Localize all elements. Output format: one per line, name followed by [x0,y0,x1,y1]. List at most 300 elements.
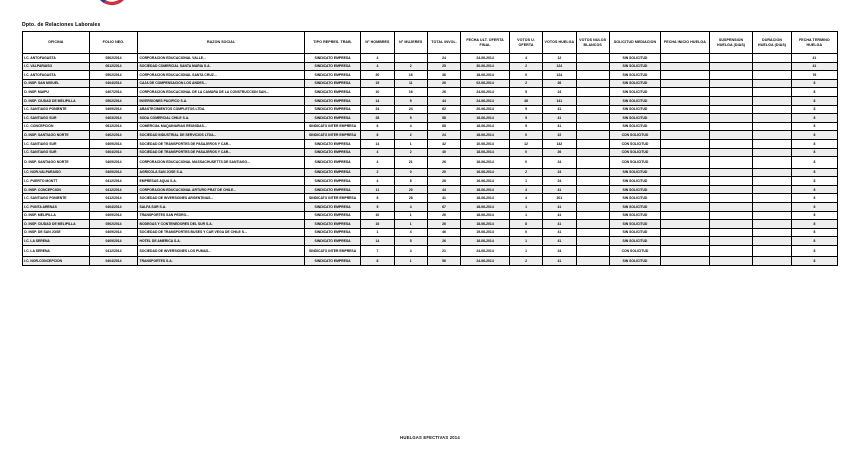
cell-fecha_ini_huelga [661,139,710,148]
cell-total_invol: 56 [427,257,460,266]
cell-oficina: D. INSP. CIUDAD DE MELIPILLA [23,220,90,229]
cell-fecha_ini_huelga [661,105,710,114]
col-header-fecha_term: FECHA TERMINO HUELGA [791,32,837,54]
cell-fecha_ult_final: 18-06-2014 [461,185,510,194]
cell-oficina: I.C. NOR-CONCEPCION [23,257,90,266]
cell-votos_oferta: 2 [509,168,542,177]
cell-votos_nulos [576,211,609,220]
cell-dur_huelga [753,79,791,88]
cell-votos_huelga: 41 [543,211,576,220]
cell-folio: 0409/2014 [89,228,138,237]
cell-fecha_ini_huelga [661,96,710,105]
cell-total_invol: 68 [427,122,460,131]
cell-fecha_term: 8 [791,139,837,148]
cell-razon_social: SOCIEDAD DE INVERSIONES ARGENTINAS... [138,194,305,203]
cell-n_hombres: 8 [361,257,394,266]
cell-folio: 0409/2014 [89,157,138,169]
cell-n_mujeres: 4 [394,245,427,257]
cell-dur_huelga [753,257,791,266]
cell-sol_mediacion: SIN SOLICITUD [609,228,660,237]
table-header-row [23,32,838,54]
cell-sol_mediacion: SIN SOLICITUD [609,54,660,63]
cell-folio: 0409/2014 [89,105,138,114]
cell-razon_social: AGRICOLA SAN JOSE S.A. [138,168,305,177]
cell-fecha_ult_final: 24-06-2014 [461,96,510,105]
col-header-susp_huelga: SUSPENSION HUELGA (DIAS) [709,32,753,54]
cell-razon_social: ABASTECIMIENTOS COMPLETOS LTDA. [138,105,305,114]
cell-razon_social: TRANSPORTES S.A. [138,257,305,266]
cell-fecha_ini_huelga [661,122,710,131]
cell-dur_huelga [753,88,791,97]
table-row [23,148,838,157]
cell-oficina: D. INSP. MELIPILLA [23,211,90,220]
cell-sol_mediacion: CON SOLICITUD [609,157,660,169]
cell-razon_social: SOCIEDAD DE INVERSIONES LOS PUMAS... [138,245,305,257]
logo-ring-icon [79,0,145,12]
cell-tipo_repres: SINDICATO EMPRESA [304,257,360,266]
cell-n_hombres: 7 [361,245,394,257]
cell-oficina: D. INSP. SAN MIGUEL [23,79,90,88]
cell-fecha_ini_huelga [661,157,710,169]
cell-oficina: I.C. ANTOFAGASTA [23,54,90,63]
cell-total_invol: 40 [427,148,460,157]
cell-susp_huelga [709,139,753,148]
cell-fecha_term: 8 [791,177,837,186]
cell-razon_social: SODA COMERCIAL CHILE S.A. [138,114,305,123]
cell-dur_huelga [753,96,791,105]
cell-folio: 0404/2014 [89,203,138,212]
cell-oficina: D. INSP. CIUDAD DE MELIPILLA [23,96,90,105]
cell-n_hombres: 15 [361,79,394,88]
cell-n_mujeres: 20 [394,185,427,194]
col-header-total_invol: TOTAL INVOL. [427,32,460,54]
cell-votos_nulos [576,194,609,203]
cell-tipo_repres: SINDICATO EMPRESA [304,79,360,88]
cell-fecha_term: 8 [791,105,837,114]
cell-folio: 0403/2014 [89,114,138,123]
cell-sol_mediacion: SIN SOLICITUD [609,62,660,71]
cell-oficina: I.C. CONCEPCION [23,122,90,131]
cell-votos_oferta: 0 [509,131,542,140]
cell-razon_social: INVERSIONES PACIFICO S.A. [138,96,305,105]
cell-votos_huelga: 24 [543,177,576,186]
cell-total_invol: 26 [427,88,460,97]
cell-sol_mediacion: CON SOLICITUD [609,245,660,257]
cell-votos_huelga: 124 [543,62,576,71]
cell-tipo_repres: SINDICATO INTER EMPRESA [304,194,360,203]
cell-tipo_repres: SINDICATO INTER EMPRESA [304,245,360,257]
cell-razon_social: SOCIEDAD COMERCIAL SANTA MARIA S.A. [138,62,305,71]
cell-n_mujeres: 5 [394,96,427,105]
cell-votos_nulos [576,245,609,257]
cell-oficina: I.C. PUNTA ARENAS [23,203,90,212]
table-row [23,139,838,148]
cell-oficina: I.C. ANTOFAGASTA [23,71,90,80]
cell-susp_huelga [709,54,753,63]
cell-folio: 0412/2014 [89,245,138,257]
cell-n_hombres: 4 [361,177,394,186]
cell-n_mujeres: 4 [394,203,427,212]
cell-votos_oferta: 48 [509,96,542,105]
cell-oficina: I.C. LA SERENA [23,245,90,257]
cell-n_hombres: 8 [361,194,394,203]
cell-tipo_repres: SINDICATO EMPRESA [304,220,360,229]
cell-susp_huelga [709,185,753,194]
cell-tipo_repres: SINDICATO EMPRESA [304,237,360,246]
cell-votos_oferta: 4 [509,54,542,63]
cell-dur_huelga [753,71,791,80]
cell-sol_mediacion: SIN SOLICITUD [609,211,660,220]
cell-votos_oferta: 4 [509,194,542,203]
cell-fecha_ult_final: 20-06-2014 [461,105,510,114]
cell-fecha_ult_final: 30-06-2014 [461,62,510,71]
table-row [23,194,838,203]
cell-oficina: I.C. NOR-VALPARAISO [23,168,90,177]
cell-n_mujeres: 5 [394,114,427,123]
cell-n_mujeres: 21 [394,157,427,169]
cell-fecha_ini_huelga [661,54,710,63]
cell-votos_oferta: 0 [509,157,542,169]
cell-votos_huelga: 41 [543,105,576,114]
cell-susp_huelga [709,168,753,177]
cell-total_invol: 44 [427,96,460,105]
cell-susp_huelga [709,79,753,88]
cell-susp_huelga [709,228,753,237]
cell-n_mujeres: 1 [394,220,427,229]
cell-tipo_repres: SINDICATO INTER EMPRESA [304,131,360,140]
cell-total_invol: 67 [427,203,460,212]
cell-sol_mediacion: SIN SOLICITUD [609,122,660,131]
cell-fecha_term: 8 [791,228,837,237]
cell-sol_mediacion: CON SOLICITUD [609,148,660,157]
cell-razon_social: SOCIEDAD DE TRANSPORTES DE PASAJEROS Y CAR... [138,148,305,157]
cell-n_hombres: 20 [361,71,394,80]
cell-n_hombres: 6 [361,122,394,131]
cell-votos_huelga: 41 [543,185,576,194]
cell-fecha_ult_final: 02-06-2014 [461,79,510,88]
cell-oficina: I.C. SANTIAGO SUR [23,139,90,148]
cell-n_hombres: 24 [361,105,394,114]
cell-oficina: I.C. SANTIAGO PONIENTE [23,194,90,203]
cell-dur_huelga [753,211,791,220]
cell-total_invol: 21 [427,245,460,257]
cell-fecha_ult_final: 18-06-2014 [461,220,510,229]
cell-razon_social: CORPORACION EDUCACIONAL ARTURO PRAT DE CHILE... [138,185,305,194]
cell-n_mujeres: 2 [394,62,427,71]
cell-dur_huelga [753,148,791,157]
cell-razon_social: SALFA SUR S.A. [138,203,305,212]
cell-oficina: I.C. SANTIAGO SUR [23,148,90,157]
cell-dur_huelga [753,177,791,186]
cell-dur_huelga [753,168,791,177]
cell-dur_huelga [753,122,791,131]
cell-votos_huelga: 12 [543,54,576,63]
col-header-fecha_ult_final: FECHA ULT. OFERTA FINAL [461,32,510,54]
cell-folio: 0612/2014 [89,122,138,131]
cell-total_invol: 20 [427,168,460,177]
cell-tipo_repres: SINDICATO EMPRESA [304,54,360,63]
cell-oficina: I.C. SANTIAGO SUR [23,114,90,123]
table-row [23,62,838,71]
cell-folio: 0409/2014 [89,139,138,148]
cell-n_hombres: 1 [361,228,394,237]
cell-sol_mediacion: SIN SOLICITUD [609,185,660,194]
cell-susp_huelga [709,220,753,229]
cell-sol_mediacion: SIN SOLICITUD [609,71,660,80]
cell-votos_huelga: 41 [543,203,576,212]
table-row [23,237,838,246]
direccion-del-trabajo-logo [79,0,145,12]
col-header-votos_oferta: VOTOS U. OFERTA [509,32,542,54]
cell-n_mujeres: 2 [394,131,427,140]
cell-total_invol: 24 [427,54,460,63]
cell-total_invol: 41 [427,194,460,203]
cell-votos_oferta: 2 [509,62,542,71]
cell-folio: 0412/2014 [89,185,138,194]
cell-fecha_ini_huelga [661,237,710,246]
cell-oficina: D. INSP. CONCEPCION [23,185,90,194]
cell-tipo_repres: SINDICATO EMPRESA [304,62,360,71]
cell-tipo_repres: SINDICATO EMPRESA [304,96,360,105]
cell-dur_huelga [753,62,791,71]
cell-votos_huelga: 142 [543,139,576,148]
cell-dur_huelga [753,114,791,123]
cell-total_invol: 58 [427,114,460,123]
cell-n_hombres: 5 [361,203,394,212]
cell-tipo_repres: SINDICATO EMPRESA [304,105,360,114]
cell-n_mujeres: 0 [394,168,427,177]
cell-n_mujeres [394,54,427,63]
cell-fecha_ult_final: 16-06-2014 [461,168,510,177]
cell-total_invol: 24 [427,131,460,140]
cell-votos_huelga: 26 [543,148,576,157]
table-row [23,71,838,80]
cell-tipo_repres: SINDICATO EMPRESA [304,88,360,97]
cell-votos_huelga: 24 [543,168,576,177]
cell-folio: 0409/2014 [89,211,138,220]
cell-tipo_repres: SINDICATO EMPRESA [304,148,360,157]
cell-fecha_ult_final: 16-06-2014 [461,177,510,186]
cell-sol_mediacion: SIN SOLICITUD [609,177,660,186]
cell-sol_mediacion: SIN SOLICITUD [609,194,660,203]
cell-fecha_term: 8 [791,148,837,157]
cell-total_invol: 46 [427,228,460,237]
cell-fecha_ult_final: 16-06-2014 [461,157,510,169]
cell-razon_social: CORPORACION EDUCACIONAL DE LA CAMARA DE LA CONSTRUCCION SAN... [138,88,305,97]
cell-n_mujeres: 1 [394,211,427,220]
cell-tipo_repres: SINDICATO EMPRESA [304,203,360,212]
cell-votos_oferta: 1 [509,203,542,212]
cell-susp_huelga [709,194,753,203]
col-header-n_mujeres: N° MUJERES [394,32,427,54]
table-row [23,88,838,97]
cell-fecha_term: 8 [791,203,837,212]
cell-total_invol: 44 [427,185,460,194]
cell-fecha_ini_huelga [661,88,710,97]
cell-fecha_ult_final: 18-06-2014 [461,148,510,157]
cell-fecha_term: 8 [791,157,837,169]
cell-susp_huelga [709,157,753,169]
cell-votos_nulos [576,88,609,97]
col-header-votos_nulos: VOTOS NULOS BLANCOS [576,32,609,54]
table-row [23,96,838,105]
cell-susp_huelga [709,211,753,220]
cell-fecha_ult_final: 24-06-2014 [461,257,510,266]
cell-sol_mediacion: SIN SOLICITUD [609,203,660,212]
cell-fecha_ini_huelga [661,148,710,157]
cell-oficina: I.C. SANTIAGO PONIENTE [23,105,90,114]
cell-fecha_term: 8 [791,185,837,194]
cell-sol_mediacion: SIN SOLICITUD [609,79,660,88]
cell-susp_huelga [709,62,753,71]
cell-tipo_repres: SINDICATO EMPRESA [304,139,360,148]
cell-fecha_ult_final: 18-06-2014 [461,211,510,220]
cell-votos_nulos [576,257,609,266]
cell-votos_oferta: 4 [509,185,542,194]
cell-susp_huelga [709,177,753,186]
cell-n_mujeres: 24 [394,105,427,114]
cell-fecha_term: 8 [791,88,837,97]
cell-folio: 0404/2014 [89,79,138,88]
cell-tipo_repres: SINDICATO INTER EMPRESA [304,122,360,131]
col-header-tipo_repres: TIPO REPRES. TRAB. [304,32,360,54]
cell-votos_nulos [576,105,609,114]
cell-votos_oferta: 1 [509,177,542,186]
col-header-folio: FOLIO NEG. [89,32,138,54]
cell-folio: 0402/2014 [89,131,138,140]
cell-tipo_repres: SINDICATO EMPRESA [304,157,360,169]
table-row [23,211,838,220]
cell-fecha_ini_huelga [661,114,710,123]
cell-votos_oferta: 2 [509,257,542,266]
cell-votos_oferta: 0 [509,71,542,80]
table-row [23,185,838,194]
cell-dur_huelga [753,131,791,140]
cell-razon_social: EMPRESAS AQUA S.A. [138,177,305,186]
cell-susp_huelga [709,71,753,80]
cell-n_mujeres: 16 [394,71,427,80]
table-row [23,257,838,266]
cell-fecha_ult_final: 18-06-2014 [461,203,510,212]
cell-sol_mediacion: CON SOLICITUD [609,139,660,148]
col-header-fecha_ini_huelga: FECHA INICIO HUELGA [661,32,710,54]
cell-total_invol: 26 [427,79,460,88]
table-row [23,228,838,237]
cell-votos_huelga: 24 [543,157,576,169]
cell-susp_huelga [709,257,753,266]
cell-susp_huelga [709,88,753,97]
cell-votos_huelga: 22 [543,131,576,140]
cell-tipo_repres: SINDICATO EMPRESA [304,211,360,220]
cell-votos_huelga: 141 [543,96,576,105]
cell-dur_huelga [753,157,791,169]
cell-n_mujeres: 2 [394,148,427,157]
cell-susp_huelga [709,148,753,157]
cell-dur_huelga [753,228,791,237]
cell-fecha_ini_huelga [661,257,710,266]
cell-fecha_ini_huelga [661,131,710,140]
cell-sol_mediacion: SIN SOLICITUD [609,237,660,246]
cell-susp_huelga [709,105,753,114]
cell-votos_nulos [576,203,609,212]
table-row [23,220,838,229]
cell-votos_nulos [576,114,609,123]
cell-dur_huelga [753,194,791,203]
cell-fecha_ini_huelga [661,62,710,71]
cell-votos_huelga: 41 [543,220,576,229]
cell-sol_mediacion: SIN SOLICITUD [609,168,660,177]
cell-votos_nulos [576,168,609,177]
cell-oficina: I.C. PUERTO MONTT [23,177,90,186]
cell-oficina: D. INSP. MAIPU [23,88,90,97]
cell-dur_huelga [753,54,791,63]
cell-fecha_ini_huelga [661,220,710,229]
cell-votos_nulos [576,228,609,237]
cell-fecha_ini_huelga [661,194,710,203]
col-header-sol_mediacion: SOLICITUD MEDIACION [609,32,660,54]
cell-n_hombres: 28 [361,114,394,123]
cell-folio: 0412/2014 [89,194,138,203]
cell-votos_nulos [576,122,609,131]
cell-votos_huelga: 201 [543,194,576,203]
cell-susp_huelga [709,96,753,105]
cell-votos_oferta: 0 [509,148,542,157]
cell-folio: 0409/2014 [89,168,138,177]
cell-n_mujeres: 11 [394,79,427,88]
cell-fecha_term: 8 [791,211,837,220]
cell-fecha_ult_final: 18-06-2014 [461,131,510,140]
cell-total_invol: 62 [427,105,460,114]
cell-folio: 0502/2014 [89,71,138,80]
cell-fecha_term: 8 [791,237,837,246]
cell-sol_mediacion: SIN SOLICITUD [609,114,660,123]
cell-n_hombres: 14 [361,96,394,105]
cell-folio: 0404/2014 [89,148,138,157]
cell-dur_huelga [753,237,791,246]
page-footer: HUELGAS EFECTIVAS 2014 [400,435,460,440]
cell-fecha_ini_huelga [661,185,710,194]
strikes-table-container [22,31,838,266]
cell-susp_huelga [709,237,753,246]
table-row [23,177,838,186]
cell-votos_oferta: 1 [509,211,542,220]
cell-oficina: D. INSP. SANTIAGO NORTE [23,131,90,140]
cell-sol_mediacion: SIN SOLICITUD [609,105,660,114]
cell-fecha_ini_huelga [661,203,710,212]
cell-susp_huelga [709,131,753,140]
cell-tipo_repres: SINDICATO EMPRESA [304,168,360,177]
cell-fecha_ult_final: 24-06-2014 [461,54,510,63]
table-row [23,168,838,177]
cell-dur_huelga [753,220,791,229]
cell-fecha_term: 41 [791,62,837,71]
col-header-oficina: OFICINA [23,32,90,54]
cell-total_invol: 26 [427,237,460,246]
cell-susp_huelga [709,203,753,212]
cell-votos_nulos [576,62,609,71]
cell-votos_oferta: 1 [509,245,542,257]
cell-total_invol: 26 [427,177,460,186]
cell-razon_social: CORPORACION EDUCACIONAL SANTA CRUZ... [138,71,305,80]
cell-votos_oferta: 5 [509,88,542,97]
cell-n_hombres: 10 [361,211,394,220]
cell-n_mujeres: 4 [394,228,427,237]
cell-sol_mediacion: CON SOLICITUD [609,131,660,140]
cell-votos_oferta: 1 [509,237,542,246]
cell-fecha_ult_final: 16-06-2014 [461,237,510,246]
cell-votos_nulos [576,139,609,148]
table-row [23,105,838,114]
